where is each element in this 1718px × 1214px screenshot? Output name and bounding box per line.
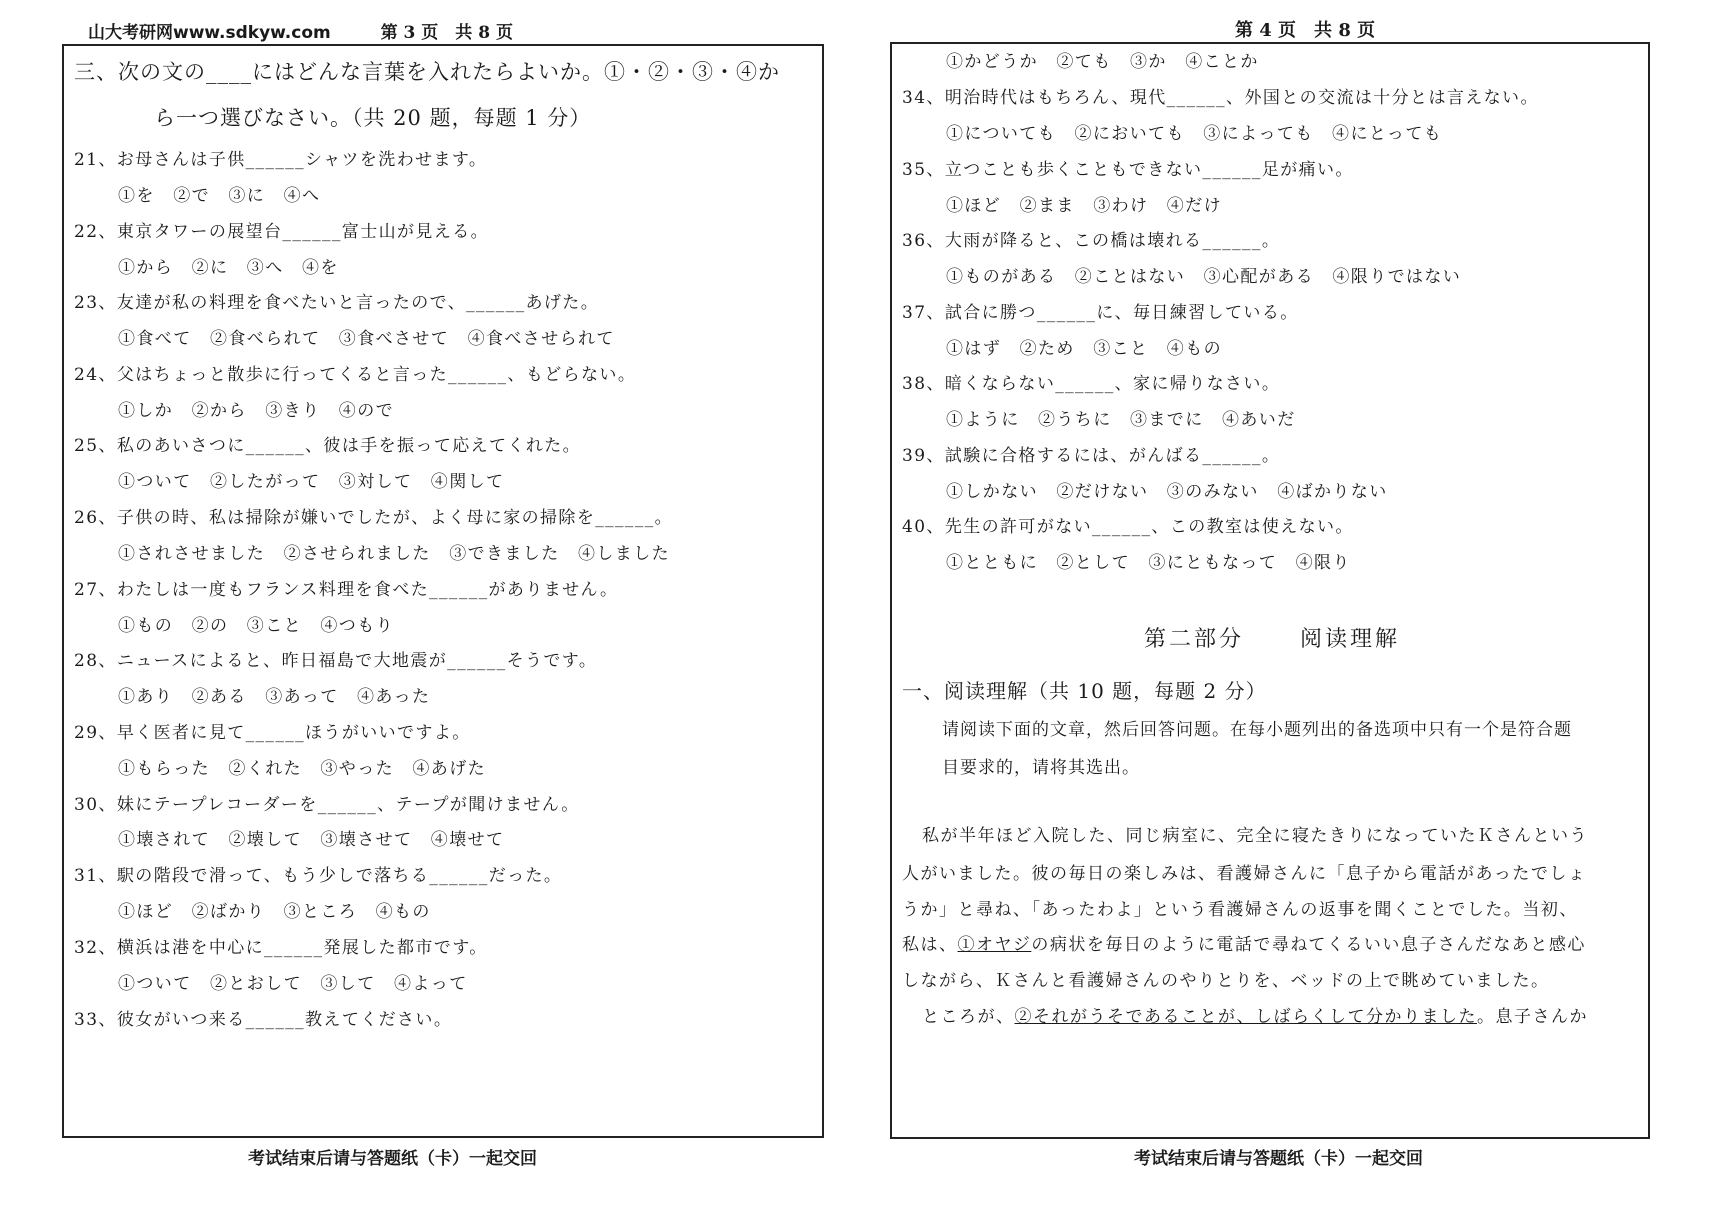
left-page-number: 第 3 页 共 8 页 bbox=[380, 23, 513, 43]
passage-line-4 bbox=[902, 933, 1642, 957]
right-page-frame bbox=[890, 42, 1650, 1139]
question-25: 25、私のあいさつに______、彼は手を振って応えてくれた。 bbox=[74, 436, 582, 456]
part-title bbox=[902, 628, 1642, 652]
passage-line-2: 人がいました。彼の毎日の楽しみは、看護婦さんに「息子から電話があったでしょ bbox=[902, 864, 1587, 884]
question-35-options: ①ほど ②まま ③わけ ④だけ bbox=[946, 196, 1222, 216]
right-page-number: 第 4 页 共 8 页 bbox=[1235, 20, 1376, 41]
question-31: 31、駅の階段で滑って、もう少しで落ちる______だった。 bbox=[74, 866, 563, 886]
question-22: 22、東京タワーの展望台______富士山が見える。 bbox=[74, 222, 490, 242]
passage-text: 私は、 bbox=[902, 935, 958, 955]
question-35: 35、立つことも歩くこともできない______足が痛い。 bbox=[902, 160, 1354, 180]
left-page bbox=[62, 0, 824, 1214]
question-28-options: ①あり ②ある ③あって ④あった bbox=[118, 687, 431, 707]
left-page-header bbox=[88, 18, 513, 43]
question-32-options: ①ついて ②とおして ③して ④よって bbox=[118, 974, 468, 994]
question-34: 34、明治時代はもちろん、現代______、外国との交流は十分とは言えない。 bbox=[902, 88, 1539, 108]
question-37: 37、試合に勝つ______に、毎日練習している。 bbox=[902, 303, 1299, 323]
right-page bbox=[890, 0, 1650, 1214]
passage-line-6 bbox=[902, 1005, 1642, 1029]
question-24: 24、父はちょっと散歩に行ってくると言った______、もどらない。 bbox=[74, 365, 637, 385]
part-title-subject: 阅读理解 bbox=[1300, 627, 1401, 652]
question-30: 30、妹にテープレコーダーを______、テープが聞けません。 bbox=[74, 795, 580, 815]
question-26: 26、子供の時、私は掃除が嫌いでしたが、よく母に家の掃除を______。 bbox=[74, 508, 674, 528]
question-30-options: ①壊されて ②壊して ③壊させて ④壊せて bbox=[118, 830, 505, 850]
question-28: 28、ニュースによると、昨日福島で大地震が______そうです。 bbox=[74, 651, 598, 671]
passage-text: 。息子さんか bbox=[1477, 1007, 1588, 1027]
question-21: 21、お母さんは子供______シャツを洗わせます。 bbox=[74, 150, 488, 170]
underlined-phrase-1: ①オヤジ bbox=[957, 935, 1032, 955]
question-27: 27、わたしは一度もフランス料理を食べた______がありません。 bbox=[74, 580, 619, 600]
question-34-options: ①についても ②においても ③によっても ④にとっても bbox=[946, 124, 1443, 144]
question-29: 29、早く医者に見て______ほうがいいですよ。 bbox=[74, 723, 471, 743]
section-title: 三、次の文の____にはどんな言葉を入れたらよいか。①・②・③・④か bbox=[74, 60, 780, 84]
question-27-options: ①もの ②の ③こと ④つもり bbox=[118, 616, 394, 636]
instructions: 请阅读下面的文章，然后回答问题。在每小题列出的备选项中只有一个是符合题 bbox=[942, 720, 1572, 740]
right-page-footer: 考试结束后请与答题纸（卡）一起交回 bbox=[1134, 1149, 1423, 1169]
question-21-options: ①を ②で ③に ④へ bbox=[118, 186, 321, 206]
subsection-title: 一、阅读理解（共 10 题，每题 2 分） bbox=[902, 679, 1267, 703]
passage-line-1: 私が半年ほど入院した、同じ病室に、完全に寝たきりになっていたＫさんという bbox=[922, 826, 1588, 846]
passage-text: ところが、 bbox=[922, 1007, 1015, 1027]
question-37-options: ①はず ②ため ③こと ④もの bbox=[946, 339, 1222, 359]
left-page-footer: 考试结束后请与答题纸（卡）一起交回 bbox=[248, 1149, 537, 1169]
section-title-continued: ら一つ選びなさい。（共 20 题，每题 1 分） bbox=[154, 106, 592, 130]
question-23: 23、友達が私の料理を食べたいと言ったので、______あげた。 bbox=[74, 293, 600, 313]
site-name: 山大考研网www.sdkyw.com bbox=[88, 23, 331, 43]
passage-line-5: しながら、Ｋさんと看護婦さんのやりとりを、ベッドの上で眺めていました。 bbox=[902, 971, 1550, 991]
part-title-label: 第二部分 bbox=[1143, 627, 1244, 652]
question-39: 39、試験に合格するには、がんばる______。 bbox=[902, 446, 1281, 466]
question-31-options: ①ほど ②ばかり ③ところ ④もの bbox=[118, 902, 431, 922]
question-33: 33、彼女がいつ来る______教えてください。 bbox=[74, 1010, 453, 1030]
underlined-phrase-2: ②それがうそであることが、しばらくして分かりました bbox=[1014, 1007, 1477, 1027]
question-38-options: ①ように ②うちに ③までに ④あいだ bbox=[946, 410, 1296, 430]
question-36: 36、大雨が降ると、この橋は壊れる______。 bbox=[902, 231, 1281, 251]
question-32: 32、横浜は港を中心に______発展した都市です。 bbox=[74, 938, 488, 958]
passage-text: の病状を毎日のように電話で尋ねてくるいい息子さんだなあと感心 bbox=[1031, 935, 1586, 955]
question-36-options: ①ものがある ②ことはない ③心配がある ④限りではない bbox=[946, 267, 1462, 287]
question-26-options: ①されさせました ②させられました ③できました ④しました bbox=[118, 544, 670, 564]
question-24-options: ①しか ②から ③きり ④ので bbox=[118, 401, 394, 421]
question-40: 40、先生の許可がない______、この教室は使えない。 bbox=[902, 517, 1354, 537]
question-33-options: ①かどうか ②ても ③か ④ことか bbox=[946, 52, 1259, 72]
instructions-continued: 目要求的，请将其选出。 bbox=[942, 758, 1140, 778]
question-40-options: ①とともに ②として ③にともなって ④限り bbox=[946, 553, 1351, 573]
question-22-options: ①から ②に ③へ ④を bbox=[118, 258, 339, 278]
question-25-options: ①ついて ②したがって ③対して ④関して bbox=[118, 472, 505, 492]
passage-line-3: うか」と尋ね、「あったわよ」という看護婦さんの返事を聞くことでした。当初、 bbox=[902, 900, 1578, 920]
left-page-frame bbox=[62, 44, 824, 1138]
question-38: 38、暗くならない______、家に帰りなさい。 bbox=[902, 374, 1281, 394]
question-39-options: ①しかない ②だけない ③のみない ④ばかりない bbox=[946, 482, 1388, 502]
question-23-options: ①食べて ②食べられて ③食べさせて ④食べさせられて bbox=[118, 329, 615, 349]
question-29-options: ①もらった ②くれた ③やった ④あげた bbox=[118, 759, 486, 779]
